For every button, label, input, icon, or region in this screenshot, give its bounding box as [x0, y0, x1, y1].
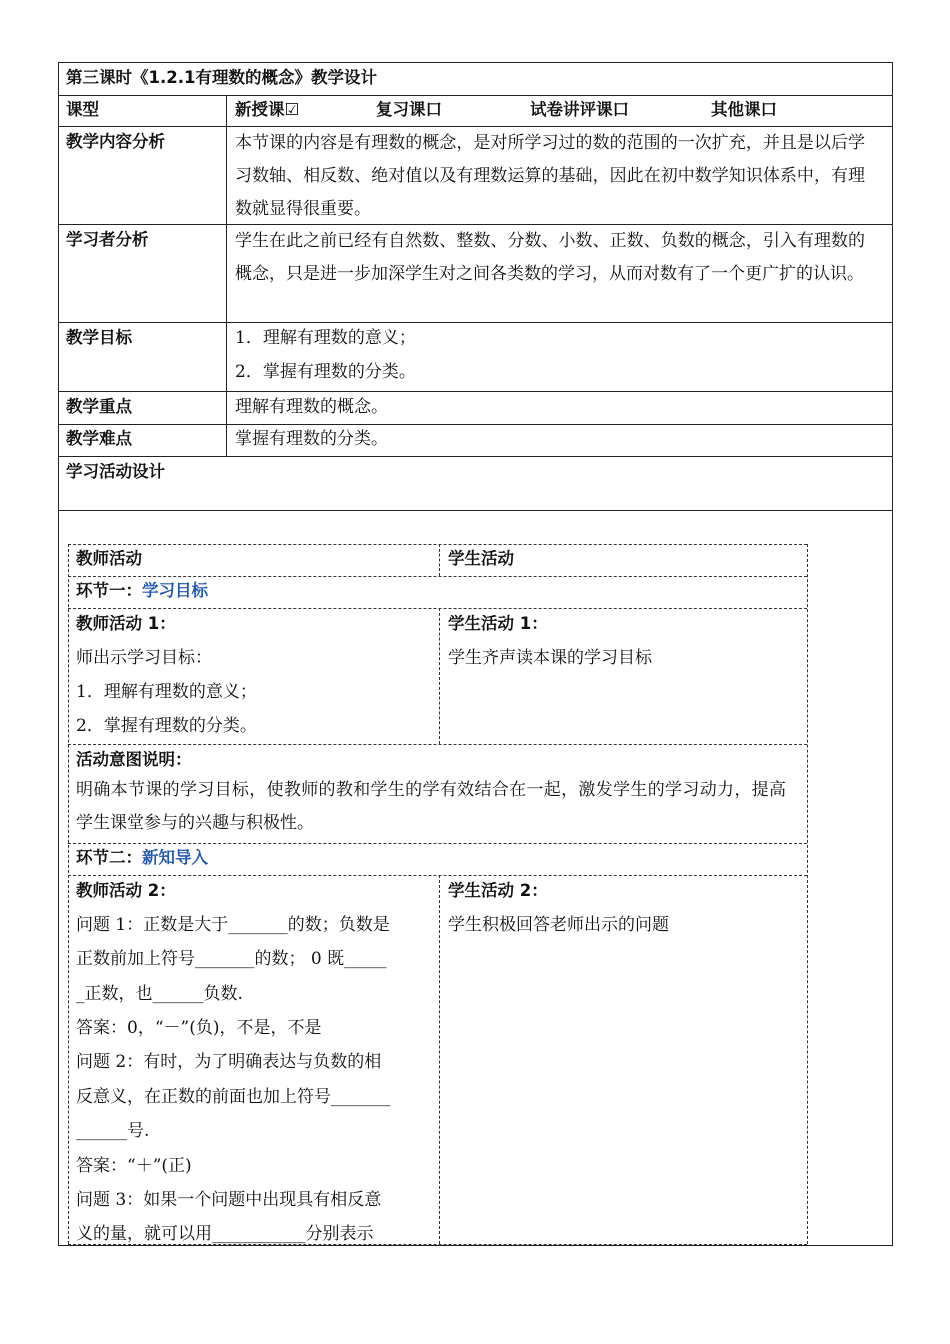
row-divider-activity-bottom [58, 510, 893, 511]
lesson-type-label: 课型 [66, 100, 99, 119]
teacher-activity-2-title: 教师活动 2： [76, 881, 176, 900]
row-divider-objectives [58, 322, 893, 323]
lesson-type-other: 其他课口 [711, 100, 777, 119]
inner-border-right [807, 544, 808, 1244]
student-activity-2-line-1: 学生积极回答老师出示的问题 [448, 915, 669, 935]
intent-title: 活动意图说明： [76, 750, 192, 769]
lesson-type-new: 新授课☑ [235, 100, 300, 119]
teacher-activity-1-line-3: 2．掌握有理数的分类。 [76, 716, 257, 736]
inner-col-divider-section2 [439, 875, 440, 1244]
row-divider-activity [58, 456, 893, 457]
row-divider-difficulty [58, 424, 893, 425]
lesson-type-exam: 试卷讲评课口 [530, 100, 629, 119]
section1-heading [76, 580, 208, 602]
page-title: 第三课时《1.2.1有理数的概念》教学设计 [66, 68, 377, 87]
student-activity-2-title: 学生活动 2： [448, 881, 548, 900]
section2-name: 新知导入 [142, 848, 208, 867]
student-activity-1-title: 学生活动 1： [448, 614, 548, 633]
row-divider-keypoint [58, 391, 893, 392]
lesson-type-review: 复习课口 [376, 100, 442, 119]
learner-analysis-text: 学生在此之前已经有自然数、整数、分数、小数、正数、负数的概念，引入有理数的概念，只是进一步加深学生对之间各类数的学习，从而对数有了一个更广扩的认识。 [235, 231, 865, 284]
student-activity-1-line-1: 学生齐声读本课的学习目标 [448, 648, 652, 668]
row-divider-type [58, 95, 893, 96]
teacher-activity-1-title: 教师活动 1： [76, 614, 176, 633]
teacher-activity-2-line-10: 义的量，就可以用___________分别表示 [76, 1224, 374, 1244]
section1-name: 学习目标 [142, 581, 208, 600]
key-point-label: 教学重点 [66, 397, 132, 416]
inner-border-top [68, 544, 807, 545]
teacher-activity-2-line-6: 反意义，在正数的前面也加上符号_______ [76, 1087, 391, 1107]
section1-prefix: 环节一： [76, 581, 142, 600]
teacher-activity-2-line-8: 答案：“＋”(正) [76, 1156, 192, 1176]
teacher-activity-2-line-5: 问题 2：有时，为了明确表达与负数的相 [76, 1052, 382, 1072]
inner-divider-section2-body [68, 875, 807, 876]
intent-text: 明确本节课的学习目标，使教师的教和学生的学有效结合在一起，激发学生的学习动力，提高学生课堂参与的兴趣与积极性。 [76, 780, 786, 833]
content-analysis-text: 本节课的内容是有理数的概念，是对所学习过的数的范围的一次扩充，并且是以后学习数轴、相反数、绝对值以及有理数运算的基础，因此在初中数学知识体系中，有理数就显得很重要。 [235, 133, 865, 219]
teacher-activity-1-line-2: 1．理解有理数的意义； [76, 682, 257, 702]
student-activity-header: 学生活动 [448, 549, 514, 568]
inner-divider-section2 [68, 843, 807, 844]
teacher-activity-2-line-3: _正数，也______负数. [76, 984, 243, 1004]
inner-col-divider-section1 [439, 608, 440, 744]
difficulty-label: 教学难点 [66, 429, 132, 448]
outer-border-top [58, 62, 893, 63]
content-analysis-label: 教学内容分析 [66, 132, 165, 151]
inner-divider-section1 [68, 608, 807, 609]
activity-design-label: 学习活动设计 [66, 462, 165, 481]
inner-divider-intent [68, 744, 807, 745]
objective-item-2: 2．掌握有理数的分类。 [235, 362, 416, 382]
objectives-label: 教学目标 [66, 328, 132, 347]
difficulty-text: 掌握有理数的分类。 [235, 429, 388, 449]
teacher-activity-2-line-7: ______号. [76, 1121, 150, 1141]
teacher-activity-2-line-9: 问题 3：如果一个问题中出现具有相反意 [76, 1190, 382, 1210]
learner-analysis-label: 学习者分析 [66, 230, 149, 249]
teacher-activity-header: 教师活动 [76, 549, 142, 568]
inner-divider-header [68, 576, 807, 577]
key-point-text: 理解有理数的概念。 [235, 397, 388, 417]
teacher-activity-2-line-4: 答案：0，“－”(负)，不是，不是 [76, 1018, 322, 1038]
teacher-activity-2-line-1: 问题 1：正数是大于_______的数；负数是 [76, 915, 390, 935]
teacher-activity-1-line-1: 师出示学习目标： [76, 648, 212, 668]
outer-border-right [892, 62, 893, 1245]
section2-prefix: 环节二： [76, 848, 142, 867]
objective-item-1: 1．理解有理数的意义； [235, 328, 416, 348]
outer-border-left [58, 62, 59, 1245]
label-column-divider [226, 95, 227, 456]
teacher-activity-2-line-2: 正数前加上符号_______的数； 0 既_____ [76, 949, 387, 969]
inner-border-left [68, 544, 69, 1244]
inner-col-divider-header [439, 544, 440, 576]
section2-heading [76, 847, 208, 869]
outer-border-bottom [58, 1245, 893, 1246]
